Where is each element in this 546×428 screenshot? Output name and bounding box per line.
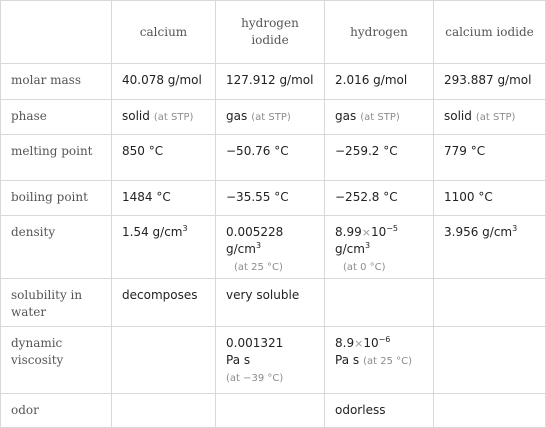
row-label-boiling-point: boiling point	[1, 181, 112, 216]
cell-calcium-melting-point: 850 °C	[112, 135, 216, 181]
cell-cai2-viscosity	[434, 327, 546, 394]
cell-h2-boiling-point: −252.8 °C	[325, 181, 434, 216]
cell-hi-melting-point: −50.76 °C	[216, 135, 325, 181]
table-row-odor	[1, 394, 546, 428]
row-label-solubility: solubility in water	[1, 279, 112, 327]
density-unit: g/cm	[226, 242, 256, 256]
cell-h2-melting-point: −259.2 °C	[325, 135, 434, 181]
header-corner	[1, 1, 112, 64]
density-unit-exponent: 3	[364, 241, 371, 250]
density-exponent: 3	[182, 224, 188, 233]
viscosity-unit: Pa s	[226, 353, 251, 367]
phase-value: solid	[444, 109, 472, 123]
row-label-phase: phase	[1, 100, 112, 135]
viscosity-base: 10	[363, 336, 379, 350]
column-header-hydrogen-iodide: hydrogen iodide	[216, 1, 325, 64]
cell-h2-odor: odorless	[325, 394, 434, 428]
viscosity-unit: Pa s	[335, 353, 360, 367]
density-base: 10	[370, 225, 387, 239]
cell-hi-solubility: very soluble	[216, 279, 325, 327]
density-mantissa: 8.99	[335, 225, 362, 239]
density-note: (at 0 °C)	[343, 262, 386, 273]
viscosity-mantissa: 8.9	[335, 336, 355, 350]
phase-note: (at STP)	[251, 112, 291, 123]
cell-calcium-viscosity	[112, 327, 216, 394]
table-row-solubility	[1, 279, 546, 327]
row-label-density: density	[1, 216, 112, 279]
phase-note: (at STP)	[475, 112, 516, 123]
cell-calcium-odor	[112, 394, 216, 428]
phase-value: gas	[335, 109, 357, 123]
table-row-boiling-point	[1, 181, 546, 216]
row-label-odor: odor	[1, 394, 112, 428]
cell-calcium-phase	[112, 100, 216, 135]
cell-cai2-odor	[434, 394, 546, 428]
cell-calcium-molar-mass: 40.078 g/mol	[112, 64, 216, 100]
cell-h2-viscosity	[325, 327, 434, 394]
cell-hi-boiling-point: −35.55 °C	[216, 181, 325, 216]
cell-h2-density	[325, 216, 434, 279]
cell-hi-phase	[216, 100, 325, 135]
phase-value: solid	[122, 109, 150, 123]
times-sign: ×	[361, 226, 371, 239]
table-row-phase	[1, 100, 546, 135]
table-row-melting-point	[1, 135, 546, 181]
cell-hi-odor	[216, 394, 325, 428]
viscosity-power: −6	[378, 335, 391, 344]
cell-cai2-boiling-point: 1100 °C	[434, 181, 546, 216]
cell-h2-solubility	[325, 279, 434, 327]
cell-calcium-density	[112, 216, 216, 279]
viscosity-note: (at −39 °C)	[226, 373, 284, 384]
table-row-viscosity	[1, 327, 546, 394]
cell-calcium-boiling-point: 1484 °C	[112, 181, 216, 216]
viscosity-note: (at 25 °C)	[363, 356, 413, 367]
cell-h2-molar-mass: 2.016 g/mol	[325, 64, 434, 100]
density-value: 1.54 g/cm	[122, 225, 183, 239]
viscosity-value: 0.001321	[226, 336, 284, 350]
table-row-molar-mass	[1, 64, 546, 100]
column-header-calcium: calcium	[112, 1, 216, 64]
phase-note: (at STP)	[153, 112, 194, 123]
cell-hi-density	[216, 216, 325, 279]
column-header-hydrogen: hydrogen	[325, 1, 434, 64]
density-value: 0.005228	[226, 225, 284, 239]
density-value: 3.956 g/cm	[444, 225, 513, 239]
row-label-molar-mass: molar mass	[1, 64, 112, 100]
table-row-density	[1, 216, 546, 279]
phase-note: (at STP)	[360, 112, 400, 123]
cell-cai2-melting-point: 779 °C	[434, 135, 546, 181]
cell-hi-molar-mass: 127.912 g/mol	[216, 64, 325, 100]
phase-value: gas	[226, 109, 248, 123]
column-header-calcium-iodide: calcium iodide	[434, 1, 546, 64]
cell-cai2-solubility	[434, 279, 546, 327]
cell-calcium-solubility: decomposes	[112, 279, 216, 327]
density-unit: g/cm	[335, 242, 365, 256]
cell-cai2-molar-mass: 293.887 g/mol	[434, 64, 546, 100]
density-exponent: 3	[255, 241, 262, 250]
header-row	[1, 1, 546, 64]
times-sign: ×	[354, 337, 364, 350]
cell-cai2-phase	[434, 100, 546, 135]
cell-h2-phase	[325, 100, 434, 135]
row-label-viscosity: dynamic viscosity	[1, 327, 112, 394]
density-exponent: 3	[512, 224, 518, 233]
cell-hi-viscosity	[216, 327, 325, 394]
row-label-melting-point: melting point	[1, 135, 112, 181]
density-note: (at 25 °C)	[234, 262, 283, 273]
cell-cai2-density	[434, 216, 546, 279]
density-power: −5	[386, 224, 399, 233]
